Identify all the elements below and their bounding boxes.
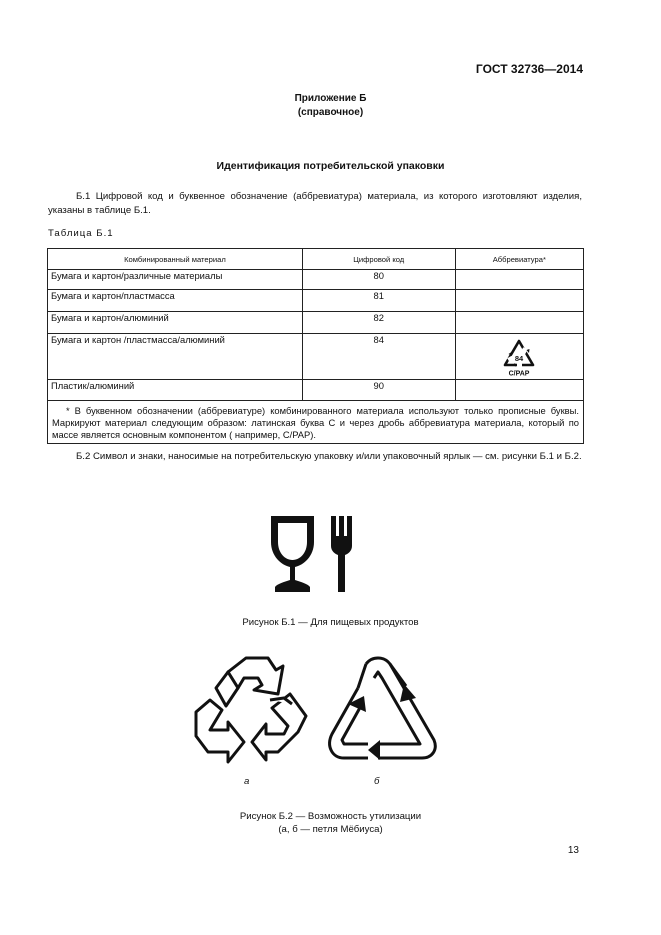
cell-material: Пластик/алюминий: [48, 380, 303, 401]
figure-b2-caption-block: [0, 810, 661, 836]
figure-b2-subcaption: (а, б — петля Мёбиуса): [278, 824, 383, 835]
cell-code: 84: [302, 334, 455, 380]
table-row: [48, 380, 584, 401]
cell-material: Бумага и картон/алюминий: [48, 312, 303, 334]
footnote-text: * В буквенном обозначении (аббревиатуре) комбинированного материала используют только прописные буквы. Маркируют материал следующим образом: латинская буква C и через дробь аббревиатура материала, который по массе является основным компонентом ( например, C/PAP).: [52, 405, 579, 440]
section-title: Идентификация потребительской упаковки: [216, 160, 445, 172]
cell-abbr: [455, 380, 583, 401]
cell-code: 82: [302, 312, 455, 334]
table-row: [48, 270, 584, 290]
table-footnote: [48, 401, 584, 444]
cell-material: Бумага и картон/пластмасса: [48, 290, 303, 312]
header-material: Комбинированный материал: [48, 249, 303, 270]
header-code: Цифровой код: [302, 249, 455, 270]
materials-table: [47, 248, 584, 444]
cell-abbr: [455, 312, 583, 334]
standard-number: ГОСТ 32736—2014: [475, 62, 583, 76]
table-row: [48, 290, 584, 312]
table-row: [48, 334, 584, 380]
page-number: 13: [567, 845, 579, 856]
mobius-loop-icon: [318, 654, 440, 768]
figure-b2-caption: Рисунок Б.2 — Возможность утилизации: [239, 811, 422, 822]
figure-b2-label-a: а: [244, 776, 250, 787]
header-abbr: Аббревиатура*: [455, 249, 583, 270]
paragraph-b2: Б.2 Символ и знаки, наносимые на потребительскую упаковку и/или упаковочный ярлык — см. рисунки Б.1 и Б.2.: [76, 451, 582, 462]
table-caption: Таблица Б.1: [48, 228, 114, 239]
cell-abbr: [455, 334, 583, 380]
appendix-heading: [0, 92, 661, 120]
recycling-arrows-icon: [188, 652, 316, 770]
cell-code: 81: [302, 290, 455, 312]
cell-abbr: [455, 270, 583, 290]
figure-b1-caption: Рисунок Б.1 — Для пищевых продуктов: [242, 617, 419, 628]
symbol-code: 84: [515, 353, 524, 363]
recycling-triangle-icon: [499, 338, 539, 378]
paragraph-b1: Б.1 Цифровой код и буквенное обозначение (аббревиатура) материала, из которого изготовляют изделия, указаны в таблице Б.1.: [48, 191, 582, 216]
cell-material: Бумага и картон/различные материалы: [48, 270, 303, 290]
appendix-title: Приложение Б: [294, 93, 367, 104]
appendix-subtitle: (справочное): [297, 107, 364, 118]
table-header-row: [48, 249, 584, 270]
cell-abbr: [455, 290, 583, 312]
glass-fork-icon: [268, 512, 358, 594]
cell-material: Бумага и картон /пластмасса/алюминий: [48, 334, 303, 380]
table-row: [48, 312, 584, 334]
table-footnote-row: [48, 401, 584, 444]
symbol-abbr: C/PAP: [508, 370, 530, 377]
cell-code: 80: [302, 270, 455, 290]
figure-b2-label-b: б: [374, 776, 380, 787]
cell-code: 90: [302, 380, 455, 401]
